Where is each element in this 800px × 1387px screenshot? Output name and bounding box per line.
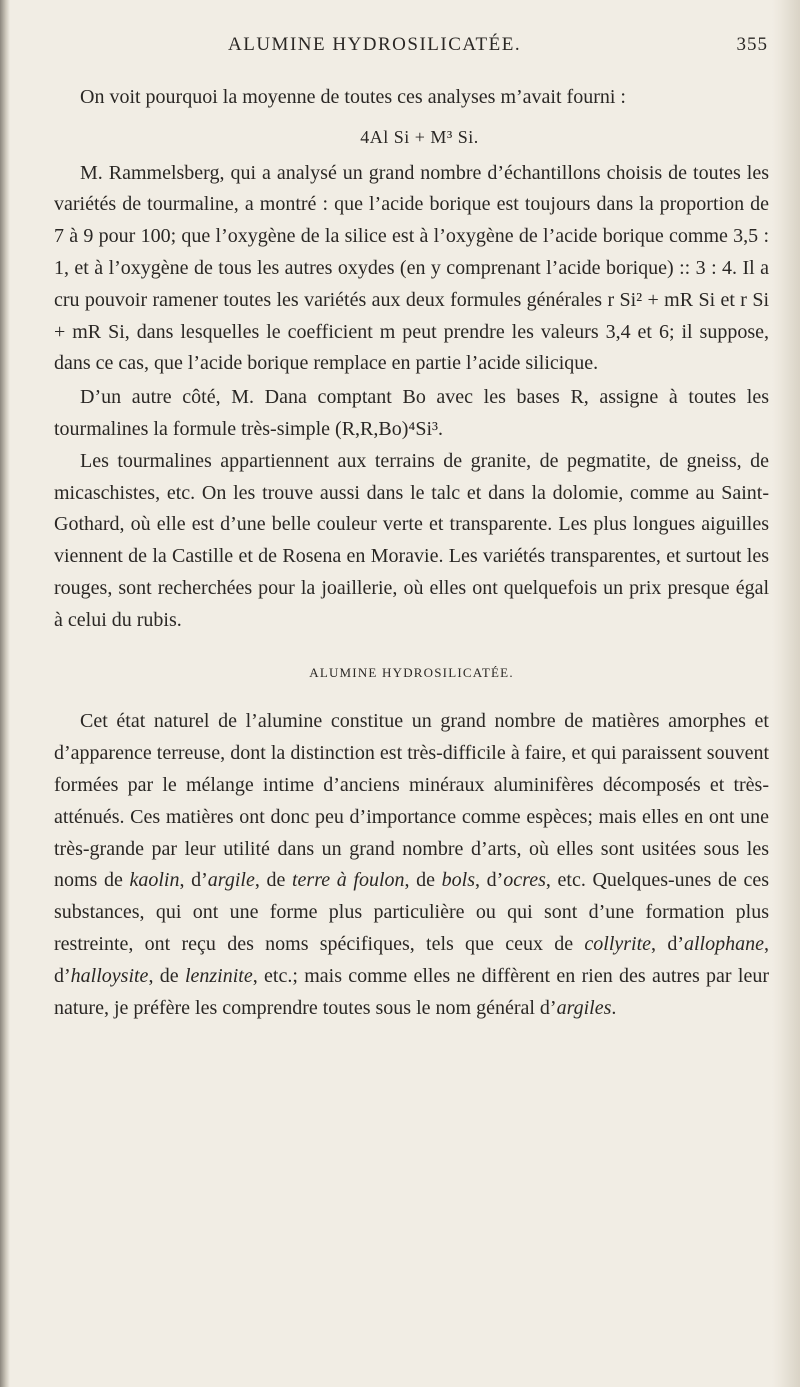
text-run: , etc. Quelques-unes de ces substances, qui ont une forme plus particulière ou qui sont d’une formation plus restreinte, ont reçu des noms spécifiques, tels que ceux de [54,869,769,955]
paragraph-dana: D’un autre côté, M. Dana comptant Bo avec les bases R, assigne à toutes les tourmalines la formule très-simple (R,R,Bo)⁴Si³. [54,386,769,440]
term-terre-a-foulon: terre à foulon [291,869,405,892]
page-edge-shadow [772,0,800,1387]
running-header [56,34,768,64]
page-binding-shadow [0,0,10,1387]
page-body [54,82,769,1024]
text-run: Cet état naturel de l’alumine constitue un grand nombre de matières amorphes et d’apparence terreuse, dont la distinction est très-difficile à faire, et qui paraissent souvent formées par le mélange intime d’anciens minéraux aluminifères décomposés et très-atténués. Ces matières ont donc peu d’importance comme espèces; mais elles en ont une très-grande par leur utilité dans un grand nombre d’arts, où elles sont usitées sous les noms de [54,710,769,892]
text-run: , d’ [54,932,769,987]
text-run: , de [148,964,179,987]
page-number: 355 [736,34,768,55]
text-run: , d’ [475,869,504,892]
paragraph-gisements: Les tourmalines appartiennent aux terrains de granite, de pegmatite, de gneiss, de micaschistes, etc. On les trouve aussi dans le talc et dans la dolomie, comme au Saint-Gothard, où elle est d’une belle couleur verte et transparente. Les plus longues aiguilles viennent de la Castille et de Rosena en Moravie. Les variétés transparentes, et surtout les rouges, sont recherchées pour la joaillerie, où elles ont quelquefois un prix presque égal à celui du rubis. [54,449,769,631]
paragraph-rammelsberg: M. Rammelsberg, qui a analysé un grand nombre d’échantillons choisis de toutes les variétés de tourmaline, a montré : que l’acide borique est toujours dans la proportion de 7 à 9 pour 100; que l’oxygène de la silice est à l’oxygène de l’acide borique comme 3,5 : 1, et à l’oxygène de tous les autres oxydes (en y comprenant l’acide borique) :: 3 : 4. Il a cru pouvoir ramener toutes les variétés aux deux formules générales r Si² + mR Si et r Si + mR Si, dans lesquelles le coefficient m peut prendre les valeurs 3,4 et 6; il suppose, dans ce cas, que l’acide borique remplace en partie l’acide silicique. [54,161,769,375]
formula: 4Al Si + M³ Si. [360,126,479,147]
text-run: , de [254,869,286,892]
term-kaolin: kaolin [129,869,180,892]
running-title: ALUMINE HYDROSILICATÉE. [228,34,522,55]
text-run: , d’ [651,932,684,955]
paragraph-intro: On voit pourquoi la moyenne de toutes ces analyses m’avait fourni : [80,86,626,108]
term-collyrite: collyrite [584,932,652,955]
paragraph-alumine [54,706,769,1024]
section-heading: ALUMINE HYDROSILICATÉE. [309,664,514,680]
term-lenzinite: lenzinite [184,964,253,987]
term-argiles: argiles [556,996,612,1019]
term-ocres: ocres [503,869,546,892]
term-halloysite: halloysite [70,964,149,987]
term-bols: bols [441,869,475,892]
text-run: , etc.; mais comme elles ne diffèrent en rien des autres par leur nature, je préfère les comprendre toutes sous le nom général d’ [54,964,769,1019]
term-argile: argile [207,869,255,892]
text-run: . [611,996,617,1019]
term-allophane: allophane [683,932,764,955]
text-run: , d’ [179,869,208,892]
text-run: , de [404,869,436,892]
